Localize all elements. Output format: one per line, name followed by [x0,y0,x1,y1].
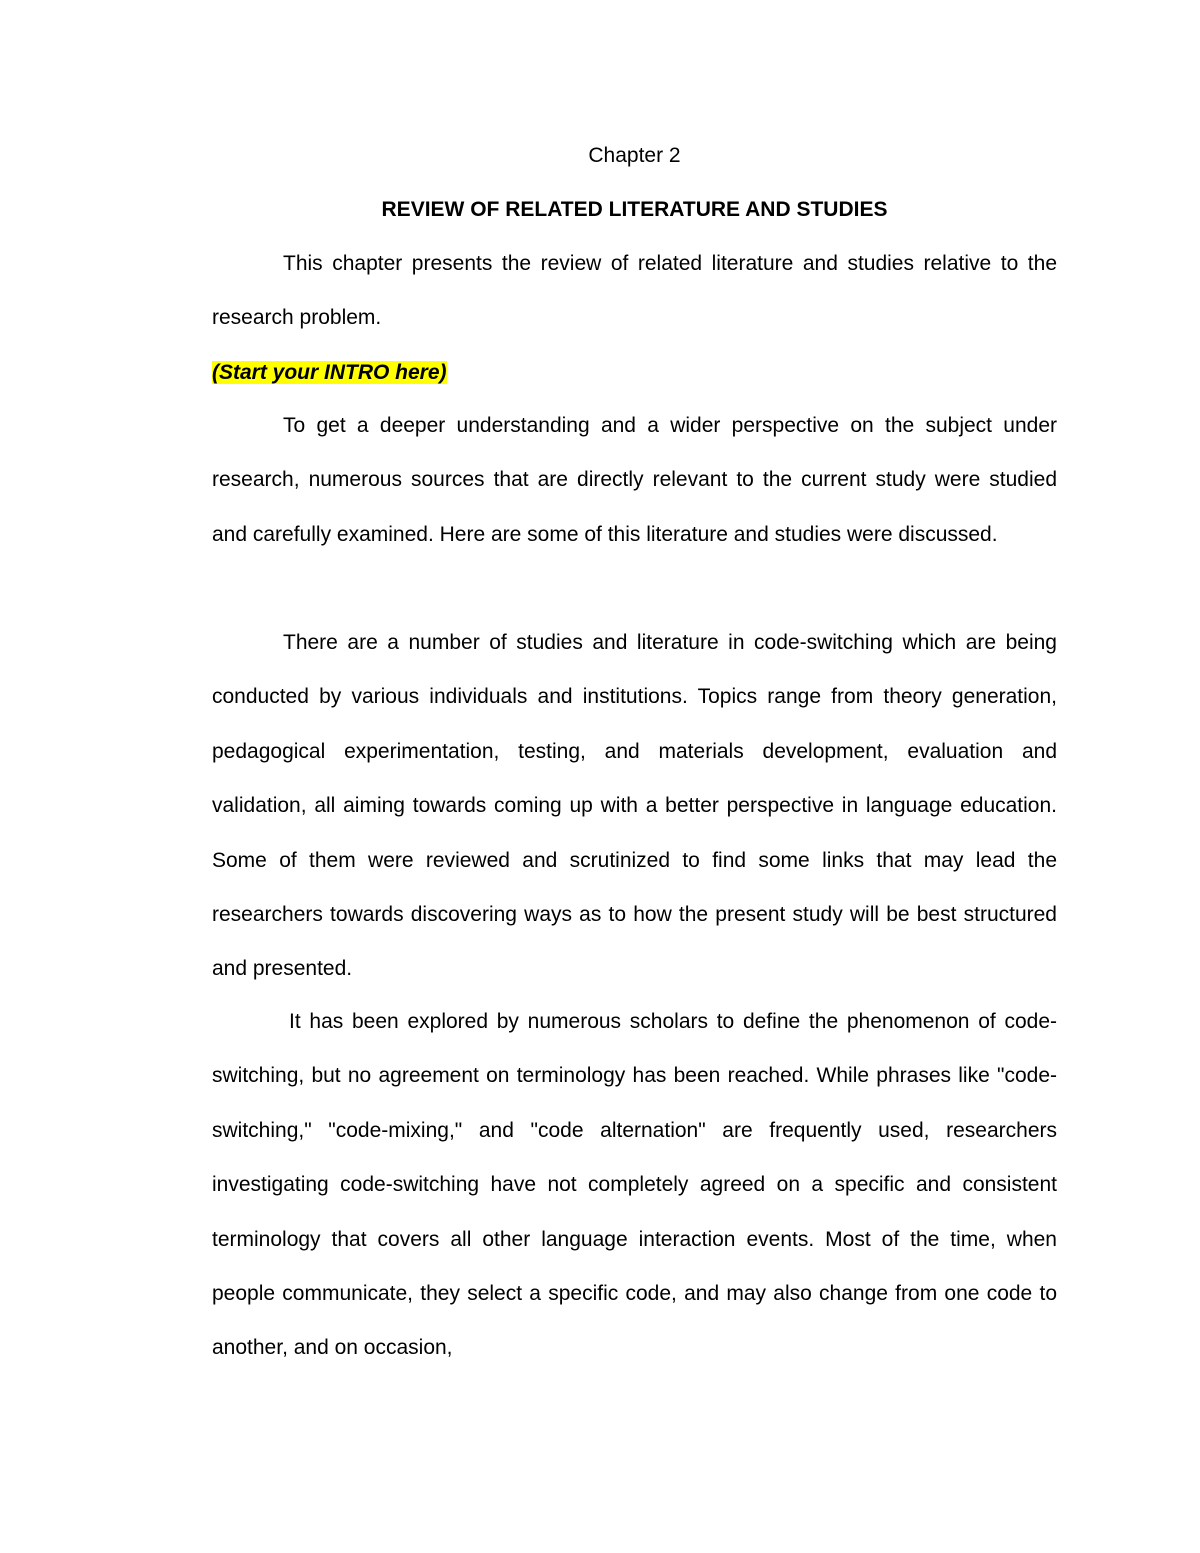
intro-placeholder-highlight [212,359,447,387]
chapter-title: REVIEW OF RELATED LITERATURE AND STUDIES [381,198,888,221]
body-paragraph: It has been explored by numerous scholars to define the phenomenon of code-switching, but no agreement on terminology has been reached. While phrases like "code-switching," "code-mixing," and "code alternation" are frequently used, researchers investigating code-switching have not completely agreed on a specific and consistent terminology that covers all other language interaction events. Most of the time, when people communicate, they select a specific code, and may also change from one code to another, and on occasion, [212,1010,1057,1360]
intro-placeholder-text: (Start your INTRO here) [212,361,447,384]
chapter-label: Chapter 2 [588,144,681,167]
intro-paragraph: This chapter presents the review of related literature and studies relative to the research problem. [212,252,1057,330]
body-paragraph: There are a number of studies and literature in code-switching which are being conducted by various individuals and institutions. Topics range from theory generation, pedagogical experimentation, testing, and materials development, evaluation and validation, all aiming towards coming up with a better perspective in language education. Some of them were reviewed and scrutinized to find some links that may lead the researchers towards discovering ways as to how the present study will be best structured and presented. [212,631,1057,981]
body-paragraph: To get a deeper understanding and a wider perspective on the subject under research, numerous sources that are directly relevant to the current study were studied and carefully examined. Here are some of this literature and studies were discussed. [212,414,1057,546]
